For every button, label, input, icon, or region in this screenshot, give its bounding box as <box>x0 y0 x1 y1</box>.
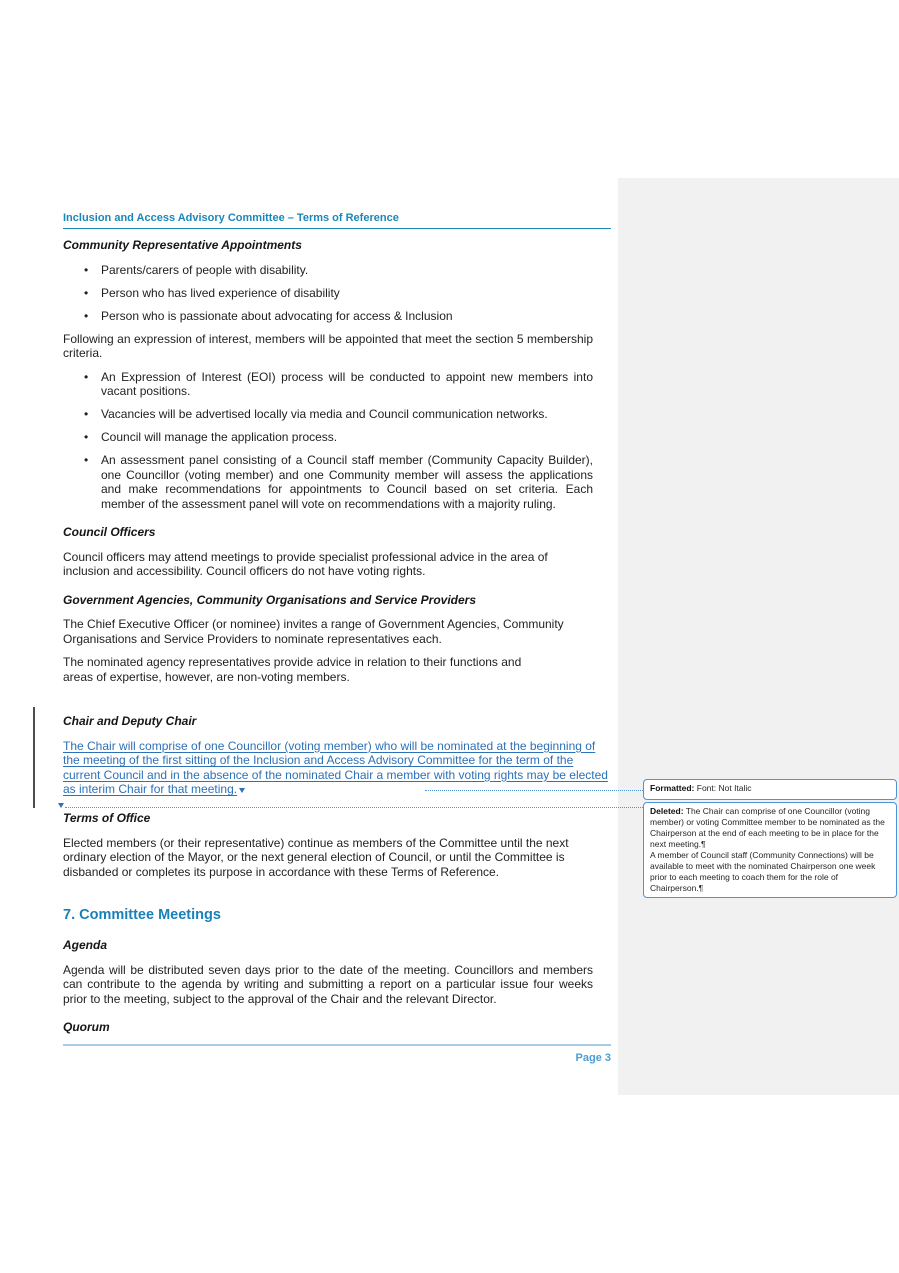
list-item: • Council will manage the application process. <box>101 430 593 445</box>
chair-inserted-paragraph <box>63 739 612 797</box>
agencies-paragraph-2: The nominated agency representatives provide advice in relation to their functions and areas of expertise, however, are non-voting members. <box>63 655 522 684</box>
deleted-anchor-icon <box>58 803 64 808</box>
formatted-anchor-icon <box>239 788 245 793</box>
page-number: Page 3 <box>575 1052 611 1064</box>
terms-section <box>63 811 593 888</box>
deleted-text-paragraph-1: The Chair can comprise of one Councillor (voting member) or voting Committee member to be nominated as the Chairperson at the end of each meeting to be in place for the next meeting.¶ <box>650 806 885 849</box>
agenda-heading: Agenda <box>63 938 108 952</box>
terms-heading: Terms of Office <box>63 811 151 825</box>
formatted-value: Font: Not Italic <box>694 783 752 793</box>
formatted-connector-line <box>425 790 643 791</box>
formatted-label: Formatted: <box>650 783 695 793</box>
eoi-bullet-list <box>63 370 593 512</box>
revision-change-bar <box>33 707 35 808</box>
deleted-connector-line <box>65 807 643 808</box>
list-item: • Vacancies will be advertised locally via media and Council communication networks. <box>101 407 593 422</box>
deleted-revision-balloon[interactable] <box>643 802 897 898</box>
chair-section <box>63 714 612 806</box>
list-item: • An assessment panel consisting of a Council staff member (Community Capacity Builder), one Councillor (voting member) and one Community member will assess the applications and make recommendations for appointments to Council based on set criteria. Each member of the assessment panel will vote on recommendations with a majority ruling. <box>101 453 593 511</box>
quorum-heading: Quorum <box>63 1020 110 1034</box>
list-item: • Person who is passionate about advocating for access & Inclusion <box>101 309 593 324</box>
deleted-text-paragraph-2: A member of Council staff (Community Connections) will be available to meet with the nominated Chairperson one week prior to each meeting to coach them for the role of Chairperson.¶ <box>650 850 876 893</box>
meetings-section <box>63 907 593 1045</box>
committee-meetings-heading: 7. Committee Meetings <box>63 907 221 923</box>
council-officers-paragraph: Council officers may attend meetings to provide specialist professional advice in the area of inclusion and accessibility. Council officers do not have voting rights. <box>63 549 548 578</box>
list-item: • An Expression of Interest (EOI) process will be conducted to appoint new members into vacant positions. <box>101 370 593 399</box>
inserted-text: The Chair will comprise of one Councillor (voting member) who will be nominated at the beginning of the meeting of the first sitting of the Inclusion and Access Advisory Committee for the term of the current Council and in the absence of the nominated Chair a member with voting rights may be elected as interim Chair for that meeting. <box>63 738 608 796</box>
eoi-intro-paragraph: Following an expression of interest, members will be appointed that meet the section 5 membership criteria. <box>63 331 593 360</box>
document-body <box>63 238 593 693</box>
council-officers-heading: Council Officers <box>63 525 156 539</box>
agenda-paragraph: Agenda will be distributed seven days prior to the date of the meeting. Councillors and members can contribute to the agenda by writing and submitting a report on a particular issue four weeks prior to the meeting, subject to the approval of the Chair and the relevant Director. <box>63 962 593 1006</box>
list-item: • Parents/carers of people with disability. <box>101 263 593 278</box>
community-bullet-list <box>63 263 593 324</box>
agencies-heading: Government Agencies, Community Organisations and Service Providers <box>63 592 477 607</box>
agencies-paragraph-1: The Chief Executive Officer (or nominee) invites a range of Government Agencies, Community Organisations and Service Providers to nominate representatives each. <box>63 617 564 646</box>
chair-heading: Chair and Deputy Chair <box>63 714 197 728</box>
community-appointments-heading: Community Representative Appointments <box>63 238 302 252</box>
deleted-label: Deleted: <box>650 806 684 816</box>
doc-header-title: Inclusion and Access Advisory Committee – Terms of Reference <box>63 212 611 229</box>
footer-rule <box>63 1044 611 1046</box>
formatted-revision-balloon[interactable] <box>643 779 897 800</box>
terms-paragraph: Elected members (or their representative) continue as members of the Committee until the next ordinary election of the Mayor, or the next general election of Council, or until the Committee is disbanded or completes its purpose in accordance with these Terms of Reference. <box>63 835 569 879</box>
markup-area <box>618 178 899 1095</box>
list-item: • Person who has lived experience of disability <box>101 286 593 301</box>
